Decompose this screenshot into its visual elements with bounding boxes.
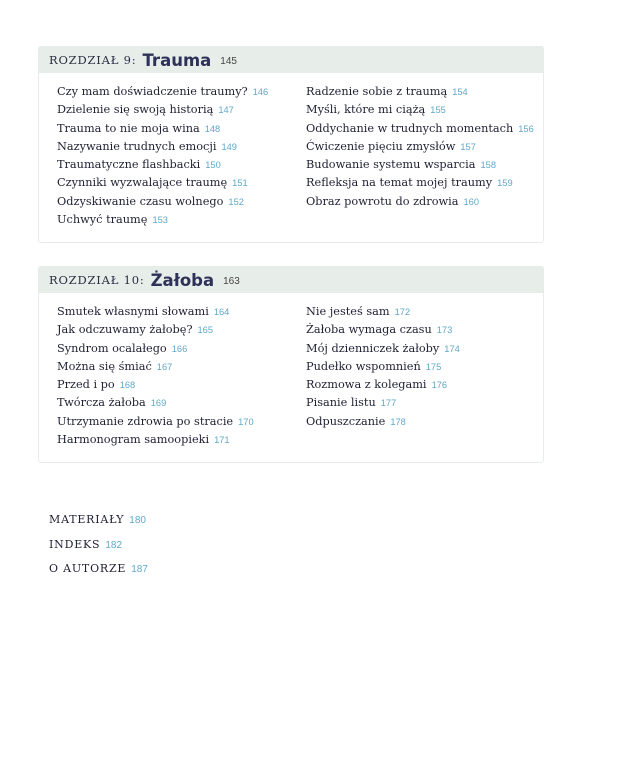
toc-entry-title: Radzenie sobie z traumą (306, 85, 448, 98)
toc-entry[interactable] (306, 193, 534, 211)
toc-entry-title: Ćwiczenie pięciu zmysłów (306, 139, 456, 153)
toc-entry-title: Utrzymanie zdrowia po stracie (57, 414, 234, 428)
toc-entry-page: 158 (480, 160, 496, 171)
toc-entry[interactable] (306, 358, 460, 376)
toc-entry-page: 160 (463, 196, 480, 207)
toc-entry-page: 164 (213, 307, 230, 317)
toc-entry[interactable] (57, 156, 268, 174)
toc-entry-title: Pisanie listu (306, 396, 376, 410)
toc-entry-title: Jak odczuwamy żałobę? (57, 323, 193, 337)
toc-entry-page: 150 (205, 160, 221, 171)
toc-entry-title: Dzielenie się swoją historią (57, 103, 214, 117)
chapter-title: Trauma (142, 50, 212, 70)
toc-entry-page: 167 (156, 361, 173, 372)
toc-entry[interactable] (306, 101, 534, 119)
toc-entry[interactable] (57, 193, 268, 211)
backmatter-title: MATERIAŁY (49, 513, 125, 526)
toc-entry[interactable] (57, 394, 254, 412)
toc-entry-page: 174 (444, 343, 460, 354)
toc-entry-page: 169 (150, 398, 167, 409)
chapter-10-right-column (306, 303, 460, 431)
toc-entry[interactable] (306, 156, 534, 174)
chapter-page-number: 163 (223, 276, 240, 287)
toc-entry-title: Oddychanie w trudnych momentach (306, 121, 514, 135)
chapter-10-section (38, 266, 544, 463)
toc-entry-title: Rozmowa z kolegami (306, 378, 427, 392)
chapter-9-right-column (306, 83, 534, 211)
toc-entry[interactable] (57, 83, 268, 101)
toc-entry-page: 157 (460, 141, 476, 152)
toc-entry[interactable] (306, 394, 460, 412)
toc-entry[interactable] (306, 413, 460, 431)
toc-entry[interactable] (306, 174, 534, 192)
backmatter-entry[interactable] (49, 560, 148, 585)
backmatter-page: 187 (131, 564, 148, 575)
toc-entry[interactable] (57, 321, 254, 339)
toc-entry-page: 149 (221, 141, 237, 152)
backmatter-page: 182 (105, 539, 123, 551)
toc-entry[interactable] (57, 211, 268, 229)
toc-entry-title: Trauma to nie moja wina (57, 121, 200, 135)
toc-entry-title: Czy mam doświadczenie traumy? (57, 85, 248, 98)
toc-entry-title: Budowanie systemu wsparcia (306, 158, 476, 172)
toc-entry-page: 153 (152, 215, 168, 226)
toc-entry-title: Nazywanie trudnych emocji (57, 139, 217, 153)
toc-entry-title: Żałoba wymaga czasu (306, 323, 432, 337)
toc-entry-title: Mój dzienniczek żałoby (306, 341, 440, 355)
toc-entry-page: 165 (197, 325, 214, 336)
toc-entry[interactable] (57, 431, 254, 449)
backmatter-entry[interactable] (49, 536, 148, 561)
backmatter-title: O AUTORZE (49, 562, 127, 575)
toc-entry-title: Traumatyczne flashbacki (57, 158, 201, 172)
toc-entry[interactable] (57, 174, 268, 192)
toc-entry-page: 168 (119, 380, 136, 391)
toc-entry-page: 159 (497, 178, 513, 189)
chapter-label: ROZDZIAŁ 9: (49, 53, 137, 67)
toc-entry-title: Przed i po (57, 378, 115, 392)
toc-entry[interactable] (57, 376, 254, 394)
toc-entry-title: Można się śmiać (57, 359, 152, 373)
toc-entry[interactable] (306, 340, 460, 358)
toc-entry-page: 148 (204, 123, 221, 134)
toc-entry[interactable] (57, 340, 254, 358)
toc-entry-page: 171 (214, 435, 230, 446)
toc-entry-page: 175 (425, 361, 442, 372)
toc-entry-page: 147 (218, 105, 234, 116)
chapter-9-section (38, 46, 544, 243)
toc-entry[interactable] (306, 83, 534, 101)
chapter-10-header (39, 267, 543, 293)
toc-entry-title: Odpuszczanie (306, 414, 386, 428)
backmatter-list (49, 511, 148, 585)
toc-entry[interactable] (306, 120, 534, 138)
toc-entry-title: Twórcza żałoba (57, 396, 146, 410)
toc-entry[interactable] (57, 303, 254, 321)
toc-entry-title: Obraz powrotu do zdrowia (306, 194, 459, 208)
toc-entry-page: 156 (518, 123, 534, 134)
toc-entry-page: 146 (252, 87, 269, 97)
toc-entry-page: 151 (232, 178, 248, 189)
toc-entry-page: 152 (228, 196, 244, 207)
toc-entry-page: 172 (394, 307, 411, 317)
toc-entry[interactable] (57, 413, 254, 431)
chapter-label: ROZDZIAŁ 10: (49, 273, 145, 287)
toc-entry-title: Odzyskiwanie czasu wolnego (57, 194, 224, 208)
toc-entry[interactable] (306, 376, 460, 394)
toc-entry-page: 166 (171, 343, 188, 354)
toc-entry-title: Pudełko wspomnień (306, 359, 421, 373)
toc-entry[interactable] (57, 358, 254, 376)
backmatter-entry[interactable] (49, 511, 148, 536)
chapter-10-left-column (57, 303, 254, 449)
toc-entry[interactable] (306, 321, 460, 339)
chapter-page-number: 145 (220, 56, 237, 67)
toc-entry-title: Czynniki wyzwalające traumę (57, 176, 228, 190)
toc-entry-title: Myśli, które mi ciążą (306, 103, 426, 117)
toc-entry-page: 178 (390, 416, 406, 427)
toc-entry-title: Smutek własnymi słowami (57, 305, 209, 318)
chapter-title: Żałoba (150, 270, 215, 290)
toc-entry-page: 170 (238, 416, 254, 427)
toc-entry[interactable] (306, 138, 534, 156)
backmatter-title: INDEKS (49, 537, 101, 551)
toc-entry-title: Harmonogram samoopieki (57, 433, 210, 447)
backmatter-page: 180 (129, 515, 146, 526)
toc-entry-page: 173 (436, 325, 453, 336)
toc-entry-title: Refleksja na temat mojej traumy (306, 176, 493, 190)
toc-entry[interactable] (57, 120, 268, 138)
toc-entry-title: Nie jesteś sam (306, 305, 390, 318)
toc-entry-page: 177 (380, 398, 397, 409)
toc-entry-page: 155 (430, 105, 446, 116)
chapter-9-left-column (57, 83, 268, 229)
toc-entry[interactable] (57, 138, 268, 156)
chapter-9-header (39, 47, 543, 73)
toc-entry-title: Syndrom ocalałego (57, 341, 167, 355)
toc-entry[interactable] (306, 303, 460, 321)
toc-entry[interactable] (57, 101, 268, 119)
toc-entry-page: 154 (452, 87, 468, 97)
toc-entry-page: 176 (431, 380, 448, 391)
toc-entry-title: Uchwyć traumę (57, 213, 148, 227)
